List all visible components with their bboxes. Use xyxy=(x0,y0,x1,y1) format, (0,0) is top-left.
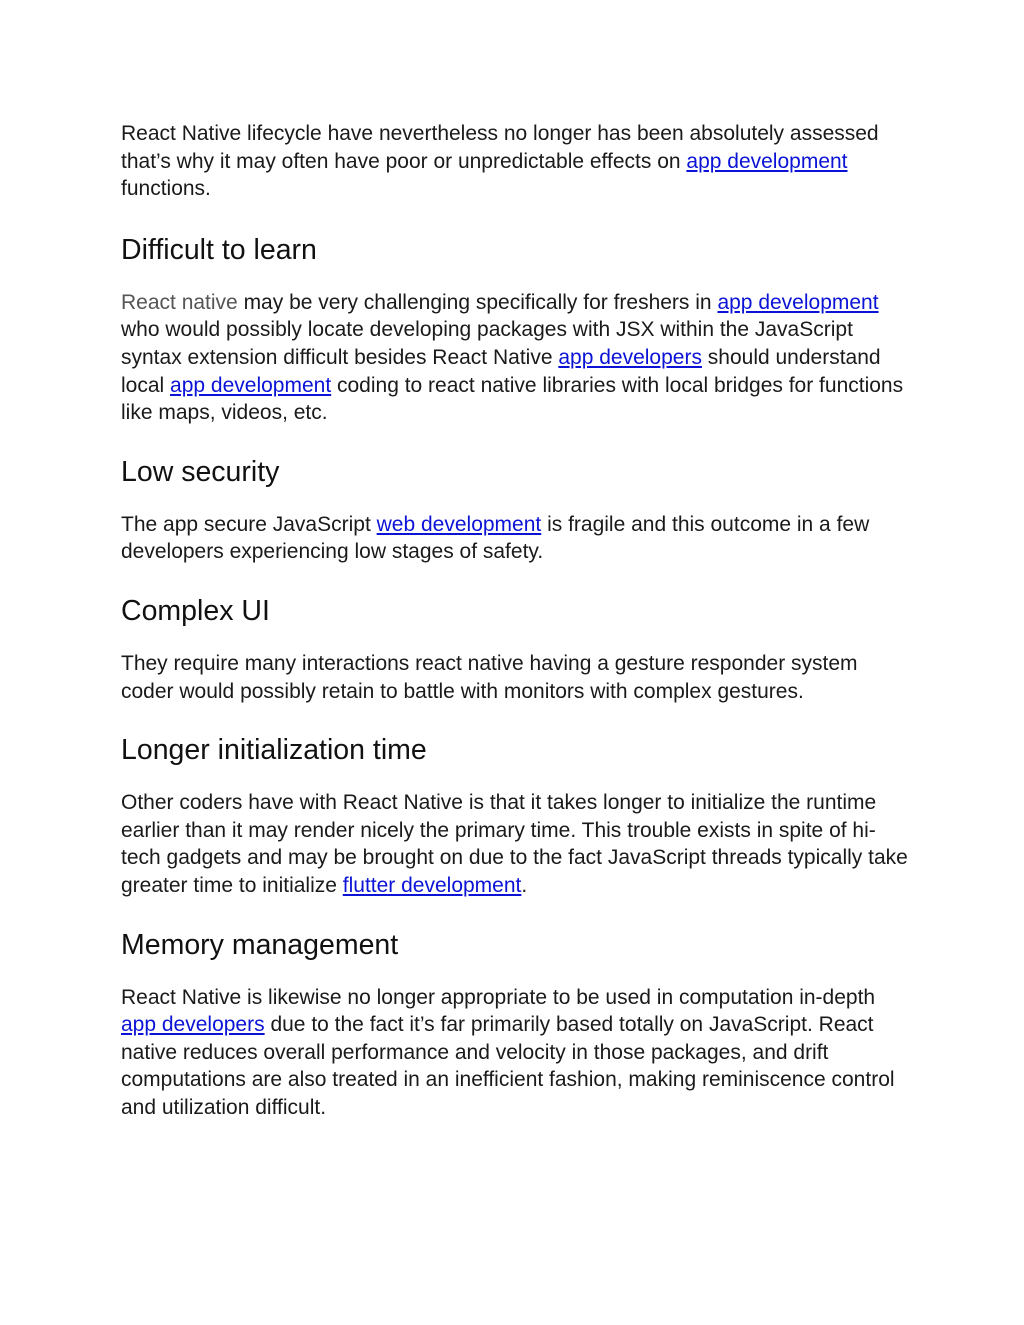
link-app-development[interactable]: app development xyxy=(170,373,332,397)
link-app-developers[interactable]: app developers xyxy=(558,345,702,369)
paragraph-text: . xyxy=(521,873,528,897)
link-app-development[interactable]: app development xyxy=(686,149,848,173)
paragraph-complex-ui xyxy=(121,650,911,705)
react-native-lead: React native xyxy=(121,290,238,314)
paragraph-text: The app secure JavaScript xyxy=(121,512,377,536)
paragraph-longer-initialization-time xyxy=(121,789,911,899)
paragraph-low-security xyxy=(121,511,911,566)
link-app-development[interactable]: app development xyxy=(717,290,879,314)
paragraph-memory-management xyxy=(121,984,911,1122)
paragraph-difficult-to-learn xyxy=(121,289,911,427)
intro-text: React Native lifecycle have nevertheless no longer has been absolutely assessed that’s why it may often have poor or unpredictable effects on xyxy=(121,122,879,173)
heading-memory-management: Memory management xyxy=(121,928,399,961)
paragraph-text: due to the fact it’s far primarily based totally on JavaScript. React native reduces overall performance and velocity in those packages, and drift computations are also treated in an inefficient fashion, making reminiscence control and utilization difficult. xyxy=(121,1013,895,1119)
paragraph-text: They require many interactions react native having a gesture responder system coder would possibly retain to battle with monitors with complex gestures. xyxy=(121,651,858,703)
heading-difficult-to-learn: Difficult to learn xyxy=(121,233,317,266)
link-app-developers[interactable]: app developers xyxy=(121,1013,265,1037)
paragraph-text: coding to react native libraries with local bridges for functions like maps, videos, etc. xyxy=(121,373,904,425)
document-page xyxy=(121,120,911,1121)
paragraph-text: React Native is likewise no longer appropriate to be used in computation in-depth xyxy=(121,985,876,1009)
link-flutter-development[interactable]: flutter development xyxy=(342,873,522,897)
heading-low-security: Low security xyxy=(121,455,280,488)
paragraph-text: should understand local xyxy=(121,345,881,397)
heading-complex-ui: Complex UI xyxy=(121,594,270,627)
intro-paragraph xyxy=(121,120,911,203)
intro-text-end: functions. xyxy=(121,177,211,201)
paragraph-text: is fragile and this outcome in a few developers experiencing low stages of safety. xyxy=(121,512,870,564)
paragraph-text: who would possibly locate developing packages with JSX within the JavaScript syntax extension difficult besides React Native xyxy=(121,318,853,369)
link-web-development[interactable]: web development xyxy=(376,512,542,536)
paragraph-text: Other coders have with React Native is that it takes longer to initialize the runtime earlier than it may render nicely the primary time. This trouble exists in spite of hi-tech gadgets and may be brought on due to the fact JavaScript threads typically take greater time to initialize xyxy=(121,791,908,897)
heading-longer-initialization-time: Longer initialization time xyxy=(121,734,427,767)
paragraph-text: may be very challenging specifically for freshers in xyxy=(237,290,718,314)
